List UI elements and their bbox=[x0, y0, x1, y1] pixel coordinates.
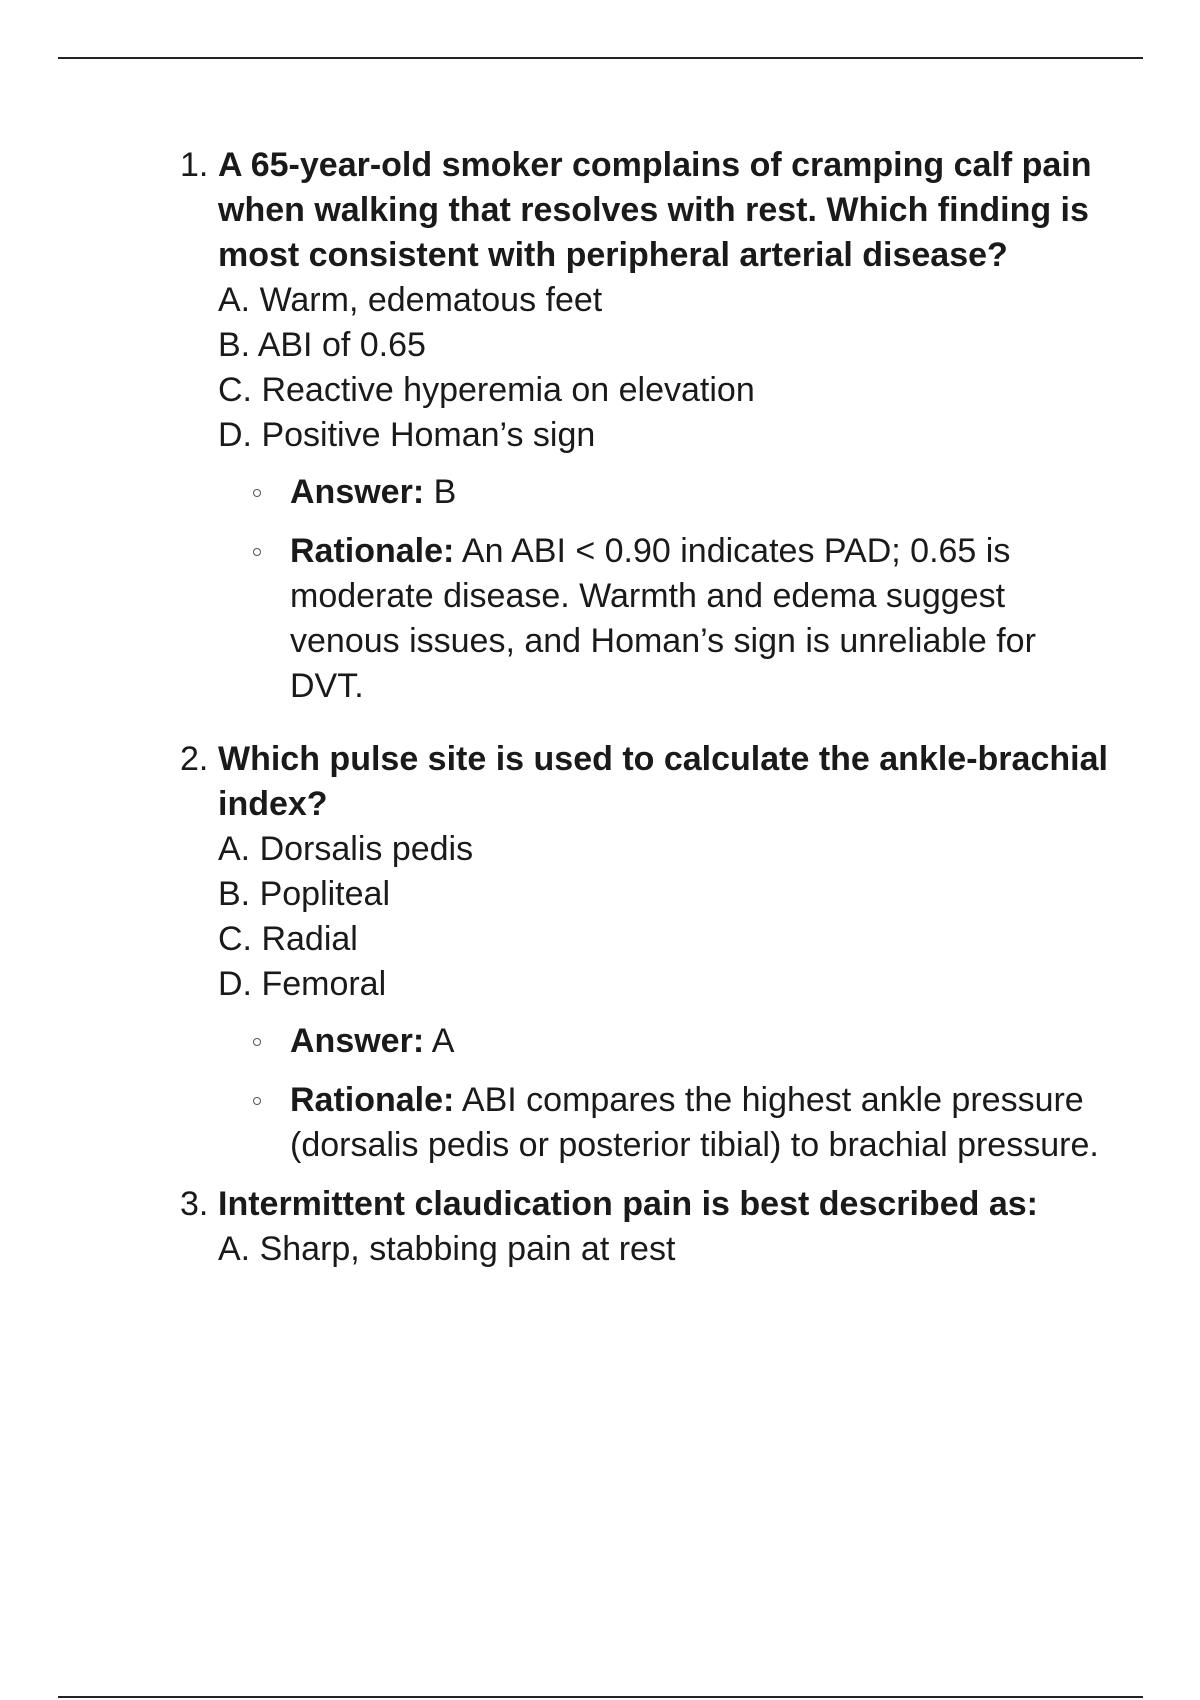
option-list bbox=[218, 278, 1110, 458]
option-list bbox=[218, 1227, 1110, 1272]
document-body bbox=[180, 143, 1110, 1272]
rationale-text: An ABI < 0.90 indicates PAD; 0.65 is moderate disease. Warmth and edema suggest venous issues, and Homan’s sign is unreliable for DVT. bbox=[290, 532, 1036, 705]
rationale-label: Rationale: bbox=[290, 1081, 455, 1119]
answer-notes bbox=[218, 1019, 1110, 1168]
answer-label: Answer: bbox=[290, 473, 425, 511]
answer-item bbox=[253, 1019, 1110, 1064]
question-number: 2. bbox=[180, 740, 209, 778]
option-c: C. Reactive hyperemia on elevation bbox=[218, 371, 755, 409]
question-3 bbox=[180, 1182, 1110, 1272]
question-number: 1. bbox=[180, 146, 209, 184]
rationale-label: Rationale: bbox=[290, 532, 455, 570]
option-b: B. ABI of 0.65 bbox=[218, 326, 426, 364]
rationale-text: ABI compares the highest ankle pressure (dorsalis pedis or posterior tibial) to brachial pressure. bbox=[290, 1081, 1099, 1164]
question-number: 3. bbox=[180, 1185, 209, 1223]
header-rule bbox=[58, 57, 1143, 59]
answer-value: A bbox=[424, 1022, 455, 1060]
hollow-bullet-icon bbox=[253, 548, 261, 556]
option-a: A. Dorsalis pedis bbox=[218, 830, 474, 868]
rationale-item bbox=[253, 1078, 1110, 1168]
hollow-bullet-icon bbox=[253, 489, 261, 497]
answer-notes bbox=[218, 470, 1110, 709]
rationale-item bbox=[253, 529, 1110, 709]
hollow-bullet-icon bbox=[253, 1097, 261, 1105]
answer-value: B bbox=[424, 473, 457, 511]
option-b: B. Popliteal bbox=[218, 875, 390, 913]
footer-rule bbox=[58, 1696, 1143, 1698]
option-a: A. Warm, edematous feet bbox=[218, 281, 603, 319]
question-text: A 65-year-old smoker complains of cramping calf pain when walking that resolves with rest. Which finding is most consistent with peripheral arterial disease? bbox=[218, 146, 1092, 274]
hollow-bullet-icon bbox=[253, 1038, 261, 1046]
option-d: D. Femoral bbox=[218, 965, 387, 1003]
question-2 bbox=[180, 737, 1110, 1168]
option-a: A. Sharp, stabbing pain at rest bbox=[218, 1230, 676, 1268]
question-text: Intermittent claudication pain is best described as: bbox=[218, 1185, 1038, 1223]
question-text: Which pulse site is used to calculate the ankle-brachial index? bbox=[218, 740, 1108, 823]
option-list bbox=[218, 827, 1110, 1007]
answer-label: Answer: bbox=[290, 1022, 425, 1060]
option-d: D. Positive Homan’s sign bbox=[218, 416, 596, 454]
answer-item bbox=[253, 470, 1110, 515]
question-1 bbox=[180, 143, 1110, 709]
option-c: C. Radial bbox=[218, 920, 358, 958]
